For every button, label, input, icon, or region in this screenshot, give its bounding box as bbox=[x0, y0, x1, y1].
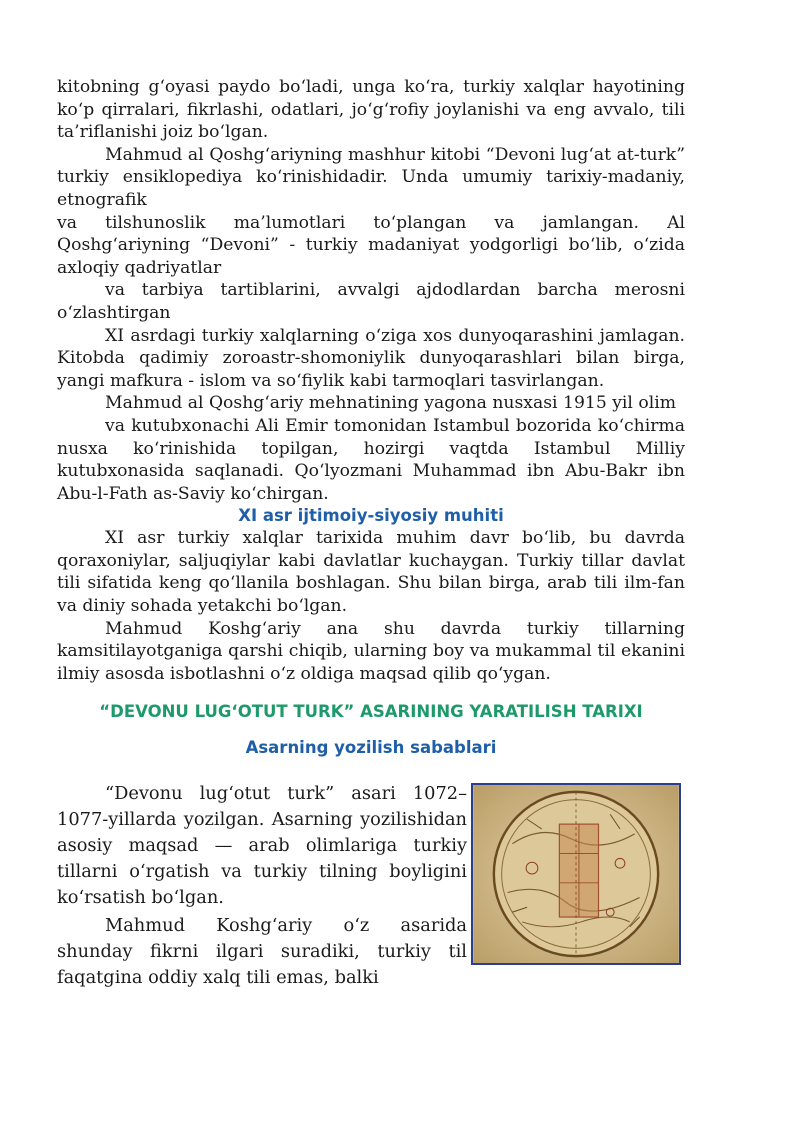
paragraph-xi-century: XI asr turkiy xalqlar tarixida muhim davr bo‘lib, bu davrda qoraxoniylar, saljuqiylar kabi davlatlar kuchaygan. Turkiy tillar davlat tili sifatida keng qo‘llanila boshlagan. Shu bilan birga, arab tili ilm-fan va diniy sohada yetakchi bo‘lgan. bbox=[57, 528, 685, 617]
paragraph-intro bbox=[57, 76, 685, 144]
text-with-figure bbox=[57, 781, 685, 991]
text-line: kitobning g‘oyasi paydo bo‘ladi, unga ko‘ra, turkiy xalqlar hayotining ko‘p qirralari, fikrlashi, odatlari, jo‘g‘rofiy joylanishi va eng avvalo, tili ta’riflanishi joiz bo‘lgan. bbox=[57, 77, 685, 143]
text-line: va tilshunoslik ma’lumotlari to‘plangan va jamlangan. Al Qoshg‘ariyning “Devoni” - turkiy madaniyat yodgorligi bo‘lib, o‘zida axloqiy qadriyatlar bbox=[57, 212, 685, 278]
chapter-heading: “DEVONU LUG‘OTUT TURK” ASARINING YARATILISH TARIXI bbox=[99, 702, 643, 722]
paragraph-koshgariy-purpose: Mahmud Koshg‘ariy ana shu davrda turkiy tillarning kamsitilayotganiga qarshi chiqib, ularning boy va mukammal til ekanini ilmiy asosda isbotlashni o‘z oldiga maqsad qilib qo‘ygan. bbox=[57, 618, 685, 684]
paragraph-koshgariy-idea: Mahmud Koshg‘ariy o‘z asarida shunday fikrni ilgari suradiki, turkiy til faqatgina oddiy xalq tili emas, balki bbox=[57, 915, 467, 989]
text-line: Mahmud al Qoshg‘ariy mehnatining yagona nusxasi 1915 yil olim bbox=[105, 393, 677, 414]
paragraph-manuscript bbox=[57, 392, 685, 505]
text-line: va kutubxonachi Ali Emir tomonidan Istambul bozorida ko‘chirma nusxa ko‘rinishida topilgan, hozirgi vaqtda Istambul Milliy kutubxonasida saqlanadi. Qo‘lyozmani Muhammad ibn Abu-Bakr ibn Abu-l-Fath as-Saviy ko‘chirgan. bbox=[57, 415, 685, 504]
text-column bbox=[57, 781, 467, 991]
page-content bbox=[57, 76, 685, 991]
text-line: XI asrdagi turkiy xalqlarning o‘ziga xos dunyoqarashini jamlagan. Kitobda qadimiy zoroastr-shomoniylik dunyoqarashlari bilan birga, yangi mafkura - islom va so‘fiylik kabi tarmoqlari tasvirlangan. bbox=[57, 325, 685, 391]
map-illustration bbox=[473, 785, 679, 963]
paragraph-written-years: “Devonu lug‘otut turk” asari 1072–1077-yillarda yozilgan. Asarning yozilishidan asosiy maqsad — arab olimlariga turkiy tillarni o‘rgatish va turkiy tilning boyligini ko‘rsatish bo‘lgan. bbox=[57, 783, 467, 909]
kashgari-world-map-icon bbox=[471, 783, 681, 965]
paragraph-devoni bbox=[57, 144, 685, 393]
section-heading-xi-century: XI asr ijtimoiy-siyosiy muhiti bbox=[238, 506, 504, 526]
text-line: Mahmud al Qoshg‘ariyning mashhur kitobi “Devoni lug‘at at-turk” turkiy ensiklopediya ko‘rinishidadir. Unda umumiy tarixiy-madaniy, etnografik bbox=[57, 144, 685, 210]
section-heading-reasons: Asarning yozilish sabablari bbox=[245, 738, 497, 758]
text-line: va tarbiya tartiblarini, avvalgi ajdodlardan barcha merosni o‘zlashtirgan bbox=[57, 280, 685, 323]
